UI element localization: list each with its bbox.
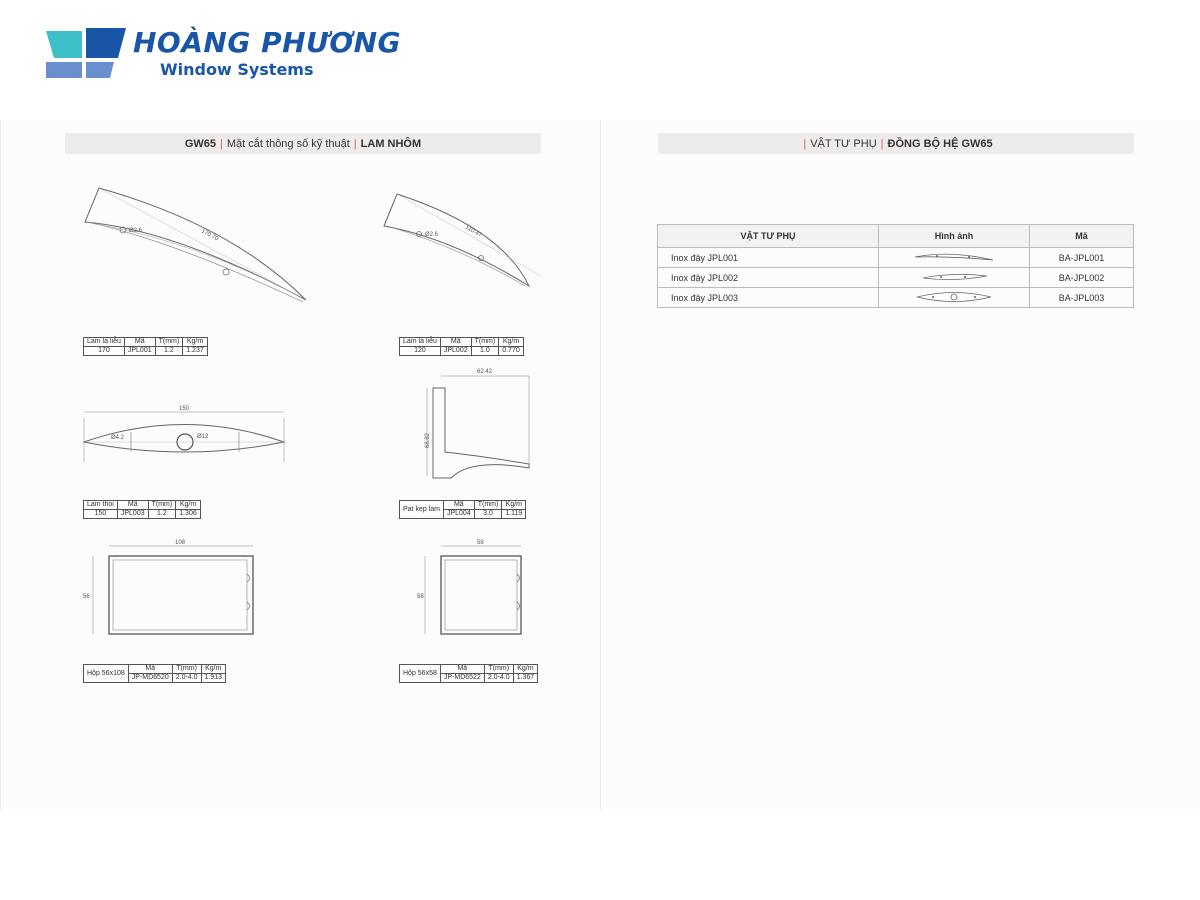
spec-weight: 1.913 <box>201 674 226 683</box>
spec-table-md6522 <box>399 664 538 683</box>
spec-header-weight: Kg/m <box>176 501 201 510</box>
dim-md6520-width: 108 <box>175 540 186 546</box>
spec-label-size: 170 <box>84 347 125 356</box>
left-page <box>0 120 600 810</box>
right-page <box>600 120 1200 810</box>
brand-tagline: Window Systems <box>160 60 314 79</box>
spec-header-code: Mã <box>443 501 474 510</box>
dim-jpl003-width: 150 <box>179 406 190 412</box>
spec-weight: 1.367 <box>513 674 538 683</box>
table-row <box>658 268 1134 288</box>
spec-label-size: 150 <box>84 510 118 519</box>
dim-jpl001-hole: Ø2.6 <box>129 228 143 234</box>
profile-drawing-md6520 <box>83 538 263 638</box>
title-category: LAM NHÔM <box>360 137 422 150</box>
row-name: Inox đậy JPL001 <box>658 248 879 268</box>
row-name: Inox đậy JPL002 <box>658 268 879 288</box>
leaf-cover-icon <box>909 250 999 264</box>
spec-code: JPL004 <box>443 510 474 519</box>
profile-drawing-jpl002 <box>381 188 551 298</box>
spec-header-code: Mã <box>117 501 148 510</box>
row-code: BA-JPL002 <box>1030 268 1134 288</box>
profile-drawing-jpl001 <box>81 180 311 320</box>
spec-code: JPL002 <box>440 347 471 356</box>
right-page-title <box>658 133 1134 154</box>
title-subtitle: Mặt cắt thông số kỹ thuật <box>226 137 350 150</box>
spec-header-code: Mã <box>440 338 471 347</box>
title-category: ĐỒNG BỘ HỆ GW65 <box>887 137 993 150</box>
spec-thickness: 2.0-4.0 <box>484 674 513 683</box>
dim-jpl002-hole: Ø2.6 <box>425 232 439 238</box>
spec-header-weight: Kg/m <box>183 338 208 347</box>
spec-table-jpl002 <box>399 337 524 356</box>
spec-header-thickness: T(mm) <box>471 338 499 347</box>
dim-md6522-width: 58 <box>477 540 484 546</box>
row-code: BA-JPL001 <box>1030 248 1134 268</box>
spec-header-thickness: T(mm) <box>484 665 513 674</box>
spec-weight: 1.237 <box>183 347 208 356</box>
spec-header-code: Mã <box>124 338 155 347</box>
spec-thickness: 1.2 <box>148 510 176 519</box>
column-header-code: Mã <box>1030 225 1134 248</box>
dim-jpl004-width: 62.42 <box>477 369 493 375</box>
title-series: GW65 <box>184 137 217 150</box>
profile-drawing-jpl003 <box>79 402 289 472</box>
table-header-row <box>658 225 1134 248</box>
leaf-cover-small-icon <box>909 270 999 284</box>
spec-code: JPL001 <box>124 347 155 356</box>
row-code: BA-JPL003 <box>1030 288 1134 308</box>
spec-header-weight: Kg/m <box>513 665 538 674</box>
title-prefix: VẬT TƯ PHỤ <box>810 137 877 150</box>
spec-header-thickness: T(mm) <box>155 338 183 347</box>
spec-thickness: 1.2 <box>155 347 183 356</box>
spec-header-weight: Kg/m <box>499 338 524 347</box>
spec-table-jpl004 <box>399 500 526 519</box>
spec-header-weight: Kg/m <box>201 665 226 674</box>
spec-label-size: 120 <box>400 347 441 356</box>
spec-table-jpl003 <box>83 500 201 519</box>
spec-label: Hộp 56x58 <box>400 665 441 683</box>
spec-header-code: Mã <box>128 665 172 674</box>
dim-jpl002-width: 110.47 <box>464 224 483 239</box>
row-name: Inox đậy JPL003 <box>658 288 879 308</box>
spec-code: JP-MD6522 <box>440 674 484 683</box>
title-separator: | <box>803 137 807 150</box>
left-page-title <box>65 133 541 154</box>
accessories-table <box>657 224 1134 308</box>
table-row <box>658 288 1134 308</box>
spec-header-thickness: T(mm) <box>148 501 176 510</box>
spec-header-thickness: T(mm) <box>474 501 502 510</box>
title-separator: | <box>353 137 357 150</box>
spec-label: Lam lá liễu <box>400 338 441 347</box>
dim-jpl003-center-hole: Ø12 <box>197 434 209 440</box>
column-header-image: Hình ảnh <box>879 225 1030 248</box>
dim-md6520-height: 56 <box>83 594 90 600</box>
title-separator: | <box>880 137 884 150</box>
spec-header-code: Mã <box>440 665 484 674</box>
profile-drawing-md6522 <box>413 538 533 638</box>
spec-label: Hộp 56x108 <box>84 665 129 683</box>
spec-code: JP-MD6520 <box>128 674 172 683</box>
spec-header-weight: Kg/m <box>502 501 526 510</box>
spec-thickness: 1.0 <box>471 347 499 356</box>
column-header-material: VẬT TƯ PHỤ <box>658 225 879 248</box>
spec-label: Lam lá liễu <box>84 338 125 347</box>
spec-label: Pat kẹp lam <box>400 501 444 519</box>
brand-name: HOÀNG PHƯƠNG <box>133 26 401 59</box>
spec-weight: 1.306 <box>176 510 201 519</box>
dim-jpl001-width: 170.70 <box>200 228 220 243</box>
spec-table-jpl001 <box>83 337 208 356</box>
spec-weight: 0.770 <box>499 347 524 356</box>
spec-code: JPL003 <box>117 510 148 519</box>
title-separator: | <box>220 137 223 150</box>
spec-weight: 1.119 <box>502 510 526 519</box>
spec-thickness: 2.0-4.0 <box>172 674 201 683</box>
profile-drawing-jpl004 <box>421 366 541 486</box>
spec-thickness: 3.0 <box>474 510 502 519</box>
table-row <box>658 248 1134 268</box>
spec-label: Lam thoi <box>84 501 118 510</box>
dim-md6522-height: 58 <box>417 594 424 600</box>
dim-jpl004-height: 68.82 <box>425 432 431 448</box>
dim-jpl003-small-hole: Ø4.2 <box>111 435 125 441</box>
spec-header-thickness: T(mm) <box>172 665 201 674</box>
shuttle-cover-icon <box>909 290 999 304</box>
spec-table-md6520 <box>83 664 226 683</box>
